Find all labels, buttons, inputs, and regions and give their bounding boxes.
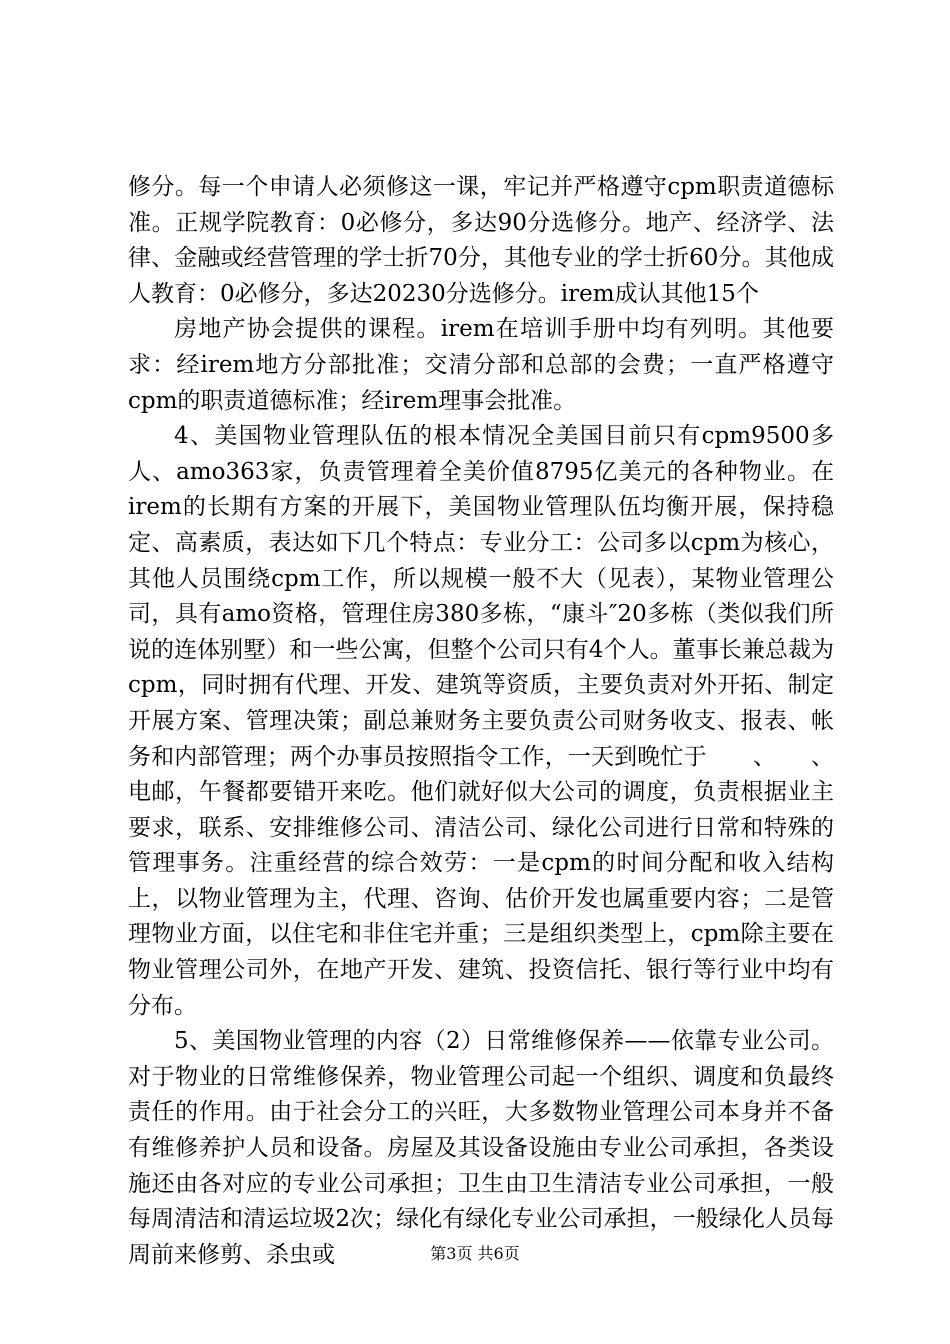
document-body [128,170,834,1273]
paragraph-1: 修分。每一个申请人必须修这一课，牢记并严格遵守cpm职责道德标准。正规学院教育：0必修分，多达90分选修分。地产、经济学、法律、金融或经营管理的学士折70分，其他专业的学士折60分。其他成人教育：0必修分，多达20230分选修分。irem成认其他15个 [128,174,834,307]
paragraph-4: 5、美国物业管理的内容（2）日常维修保养——依靠专业公司。对于物业的日常维修保养，物业管理公司起一个组织、调度和负最终责任的作用。由于社会分工的兴旺，大多数物业管理公司本身并不备有维修养护人员和设备。房屋及其设备设施由专业公司承担，各类设施还由各对应的专业公司承担；卫生由卫生清洁专业公司承担，一般每周清洁和清运垃圾2次；绿化有绿化专业公司承担，一般绿化人员每周前来修剪、杀虫或 [128,1028,834,1268]
paragraph-3: 4、美国物业管理队伍的根本情况全美国目前只有cpm9500多人、amo363家，负责管理着全美价值8795亿美元的各种物业。在irem的长期有方案的开展下，美国物业管理队伍均衡开展，保持稳定、高素质，表达如下几个特点：专业分工：公司多以cpm为核心，其他人员围绕cpm工作，所以规模一般不大（见表），某物业管理公司，具有amo资格，管理住房380多栋，“康斗″20多栋（类似我们所说的连体别墅）和一些公寓，但整个公司只有4个人。董事长兼总裁为cpm，同时拥有代理、开发、建筑等资质，主要负责对外开拓、制定开展方案、管理决策；副总兼财务主要负责公司财务收支、报表、帐务和内部管理；两个办事员按照指令工作，一天到晚忙于 、 、电邮，午餐都要错开来吃。他们就好似大公司的调度，负责根据业主要求，联系、安排维修公司、清洁公司、绿化公司进行日常和特殊的管理事务。注重经营的综合效劳：一是cpm的时间分配和收入结构上，以物业管理为主，代理、咨询、估价开发也属重要内容；二是管理物业方面，以住宅和非住宅并重；三是组织类型上，cpm除主要在物业管理公司外，在地产开发、建筑、投资信托、银行等行业中均有分布。 [128,423,834,1019]
page-number: 第3页 共6页 [430,1244,520,1263]
paragraph-2: 房地产协会提供的课程。irem在培训手册中均有列明。其他要求：经irem地方分部批准；交清分部和总部的会费；一直严格遵守cpm的职责道德标准；经irem理事会批准。 [128,316,834,414]
page-footer [0,1244,950,1264]
